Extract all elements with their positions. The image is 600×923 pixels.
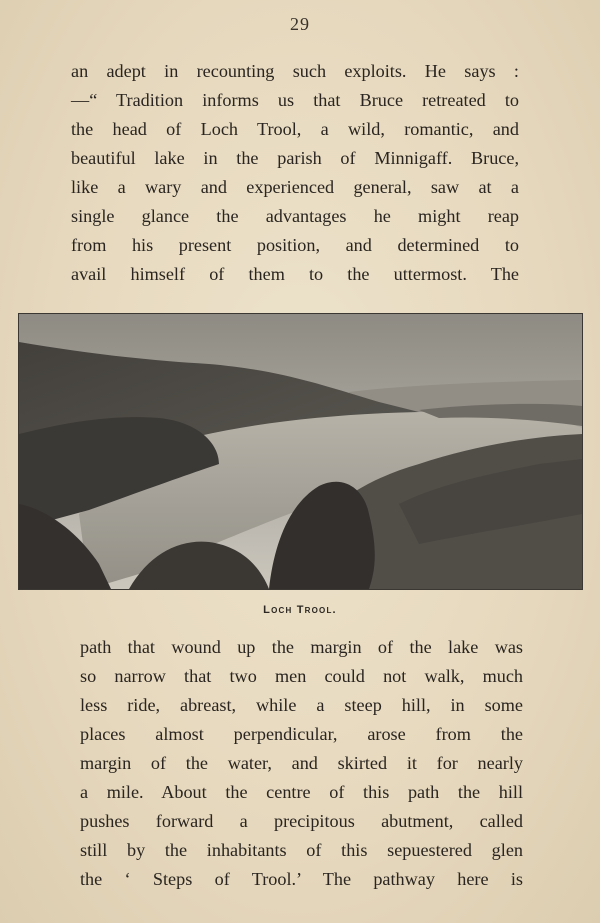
page-number: 29 — [290, 14, 310, 34]
text-line: still by the inhabitants of this sepuestered glen — [80, 840, 523, 860]
text-line: avail himself of them to the uttermost. The — [71, 264, 519, 284]
bottom-paragraph — [80, 633, 523, 894]
top-paragraph — [71, 57, 519, 289]
loch-trool-photograph — [18, 313, 583, 590]
figure-caption: Loch Trool. — [263, 604, 337, 616]
text-line: less ride, abreast, while a steep hill, in some — [80, 695, 523, 715]
text-line: an adept in recounting such exploits. He says : — [71, 61, 519, 81]
text-line: the ‘ Steps of Trool.’ The pathway here is — [80, 869, 523, 889]
text-line: single glance the advantages he might reap — [71, 206, 519, 226]
text-line: path that wound up the margin of the lake was — [80, 637, 523, 657]
landscape-illustration — [19, 314, 582, 589]
text-line: pushes forward a precipitous abutment, called — [80, 811, 523, 831]
text-line: from his present position, and determined to — [71, 235, 519, 255]
text-line: beautiful lake in the parish of Minnigaff. Bruce, — [71, 148, 519, 168]
text-line: —“ Tradition informs us that Bruce retreated to — [71, 90, 519, 110]
text-line: margin of the water, and skirted it for nearly — [80, 753, 523, 773]
text-line: like a wary and experienced general, saw at a — [71, 177, 519, 197]
text-line: a mile. About the centre of this path the hill — [80, 782, 523, 802]
text-line: places almost perpendicular, arose from the — [80, 724, 523, 744]
text-line: so narrow that two men could not walk, much — [80, 666, 523, 686]
text-line: the head of Loch Trool, a wild, romantic, and — [71, 119, 519, 139]
